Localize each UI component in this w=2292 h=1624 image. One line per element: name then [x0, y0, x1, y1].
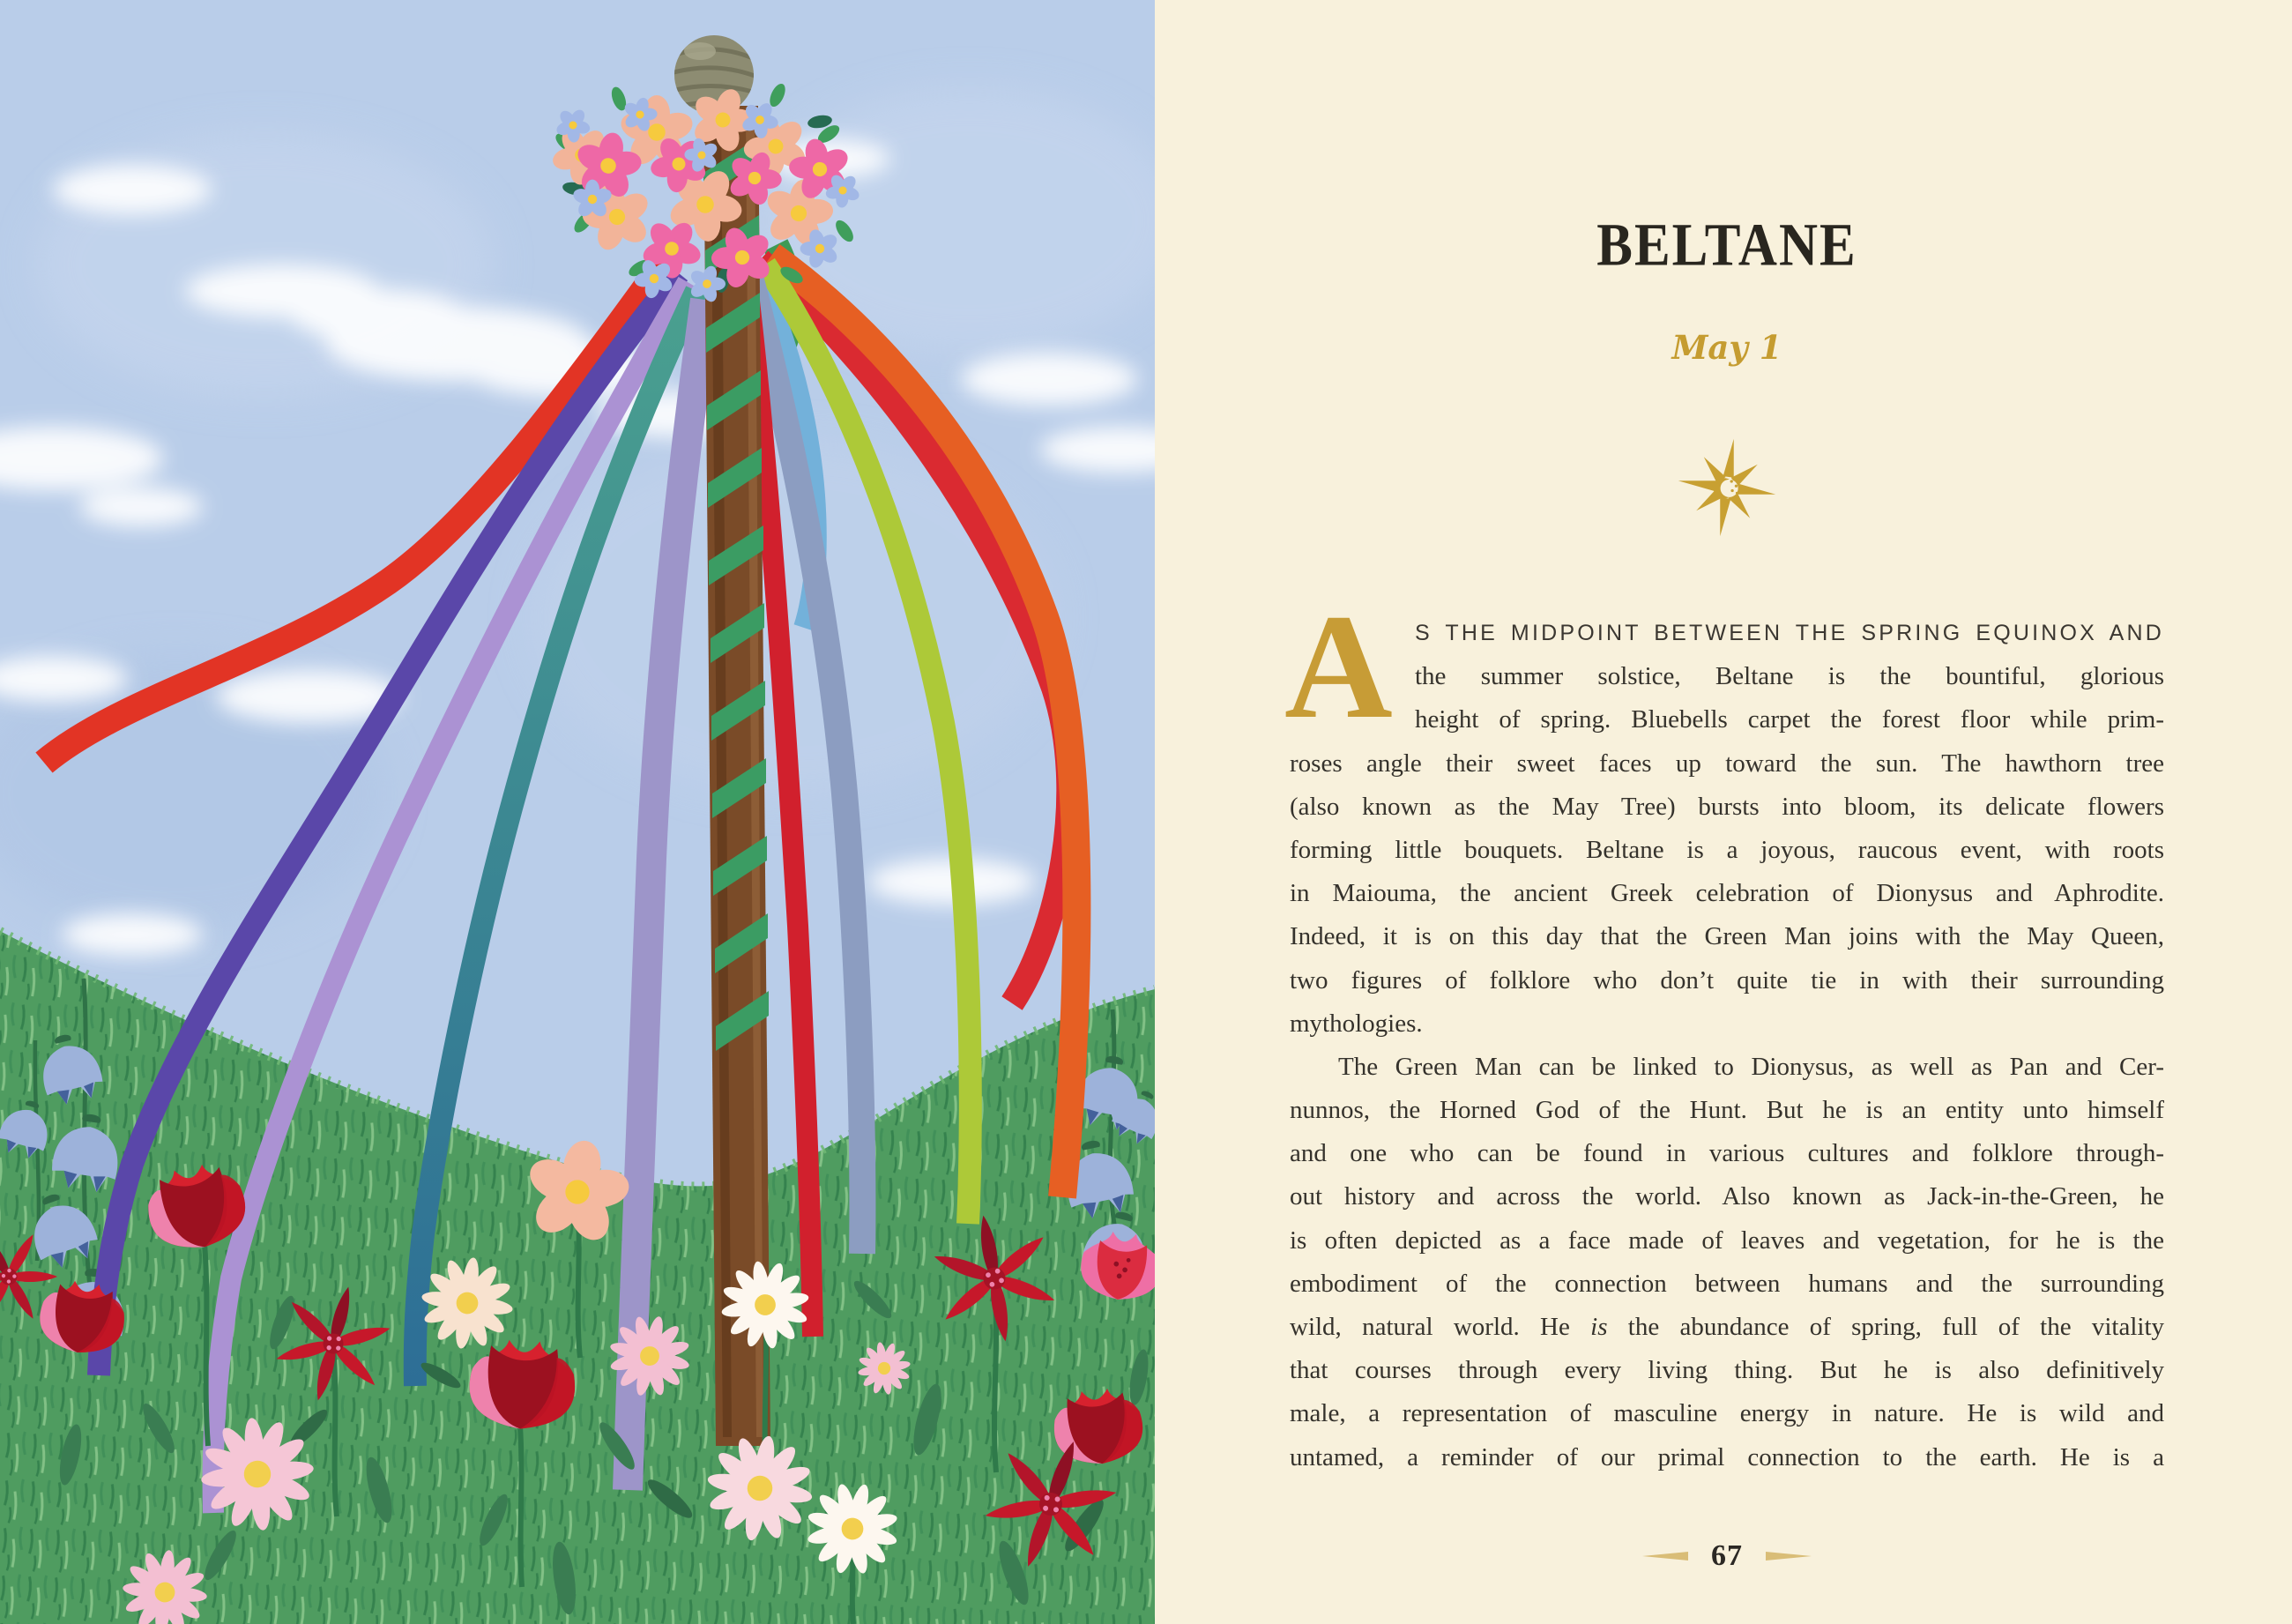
italic-word: is [1590, 1313, 1608, 1341]
sun-moon-star-icon [1673, 434, 1781, 541]
text-line: and one who can be found in various cultures and folklore through- [1290, 1139, 2164, 1168]
text-line: out history and across the world. Also known as Jack-in-the-Green, he [1290, 1182, 2164, 1211]
text-line: roses angle their sweet faces up toward the sun. The hawthorn tree [1290, 749, 2164, 778]
text-segment: the abundance of spring, full of the vitality [1607, 1313, 2164, 1341]
text-line: forming little bouquets. Beltane is a joyous, raucous event, with roots [1290, 835, 2164, 864]
text-line: Indeed, it is on this day that the Green Man joins with the May Queen, [1290, 922, 2164, 951]
text-line: two figures of folklore who don’t quite tie in with their surrounding [1290, 965, 2164, 995]
text-line: that courses through every living thing. But he is also definitively [1290, 1356, 2164, 1385]
text-line: untamed, a reminder of our primal connection to the earth. He is a [1290, 1442, 2164, 1471]
body-text [1284, 584, 2164, 1479]
text-line: male, a representation of masculine energy in nature. He is wild and [1290, 1399, 2164, 1428]
text-line: height of spring. Bluebells carpet the forest floor while prim- [1415, 705, 2164, 734]
text-line: embodiment of the connection between humans and the surrounding [1290, 1269, 2164, 1298]
page-number: 67 [1711, 1539, 1743, 1572]
lead-in-line: S THE MIDPOINT BETWEEN THE SPRING EQUINOX AND [1415, 621, 2164, 645]
page-dash-left-icon [1642, 1551, 1688, 1561]
page-number-row [1290, 1539, 2164, 1573]
page-title: BELTANE [1596, 212, 1857, 279]
text-line: in Maiouma, the ancient Greek celebration of Dionysus and Aphrodite. [1290, 879, 2164, 908]
text-line: is often depicted as a face made of leaves and vegetation, for he is the [1290, 1225, 2164, 1255]
ornament-wrap [1290, 434, 2164, 546]
text-line: The Green Man can be linked to Dionysus, as well as Pan and Cer- [1338, 1052, 2164, 1081]
page-dash-right-icon [1766, 1551, 1812, 1561]
text-line: mythologies. [1290, 1009, 1423, 1038]
text-line: (also known as the May Tree) bursts into bloom, its delicate flowers [1290, 792, 2164, 821]
book-page [1155, 0, 2292, 1624]
text-line-with-italic [1290, 1306, 2164, 1349]
date-subtitle: May 1 [1671, 328, 1782, 367]
text-line: nunnos, the Horned God of the Hunt. But he is an entity unto himself [1290, 1096, 2164, 1125]
text-line: the summer solstice, Beltane is the bountiful, glorious [1415, 662, 2164, 691]
drop-cap: A [1284, 584, 1393, 749]
text-segment: wild, natural world. He [1290, 1313, 1591, 1341]
